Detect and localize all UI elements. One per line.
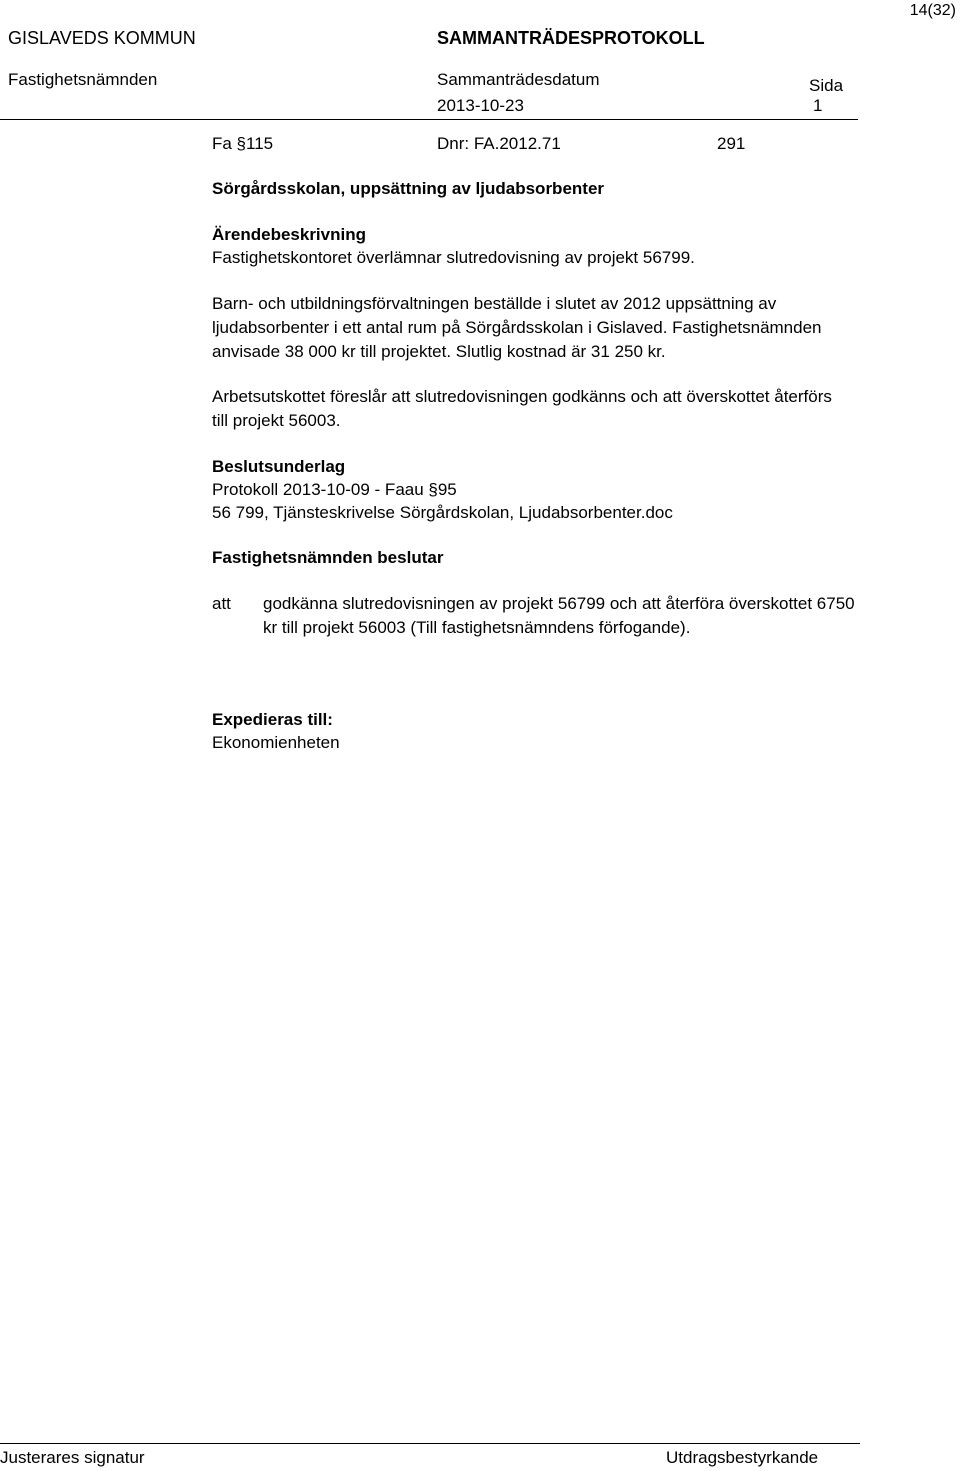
case-number: 291 (717, 134, 746, 153)
header-date-label: Sammanträdesdatum (437, 70, 600, 89)
header-rule (0, 119, 858, 120)
footer-rule (0, 1443, 860, 1444)
description-line: Fastighetskontoret överlämnar slutredovisning av projekt 56799. (212, 248, 695, 267)
decision-heading: Fastighetsnämnden beslutar (212, 548, 444, 567)
case-dnr: Dnr: FA.2012.71 (437, 134, 561, 153)
basis-line-2: 56 799, Tjänsteskrivelse Sörgårdskolan, Ljudabsorbenter.doc (212, 503, 673, 522)
header-page-label: Sida (809, 76, 844, 95)
dispatch-recipient: Ekonomienheten (212, 733, 340, 752)
description-paragraph-3: Arbetsutskottet föreslår att slutredovisningen godkänns och att överskottet återförs till projekt 56003. (212, 387, 832, 430)
header-date-value: 2013-10-23 (437, 96, 524, 115)
decision-row (212, 592, 862, 640)
basis-line-1: Protokoll 2013-10-09 - Faau §95 (212, 480, 457, 499)
case-title: Sörgårdsskolan, uppsättning av ljudabsorbenter (212, 179, 605, 198)
header-page-value: 1 (813, 96, 823, 115)
decision-term: att (212, 594, 231, 613)
page-counter: 14(32) (909, 2, 956, 19)
decision-text: godkänna slutredovisningen av projekt 56799 och att återföra överskottet 6750 kr till projekt 56003 (Till fastighetsnämndens förfogande). (263, 594, 855, 637)
case-paragraph: Fa §115 (212, 134, 274, 153)
description-heading: Ärendebeskrivning (212, 225, 366, 244)
footer-signature-label: Justerares signatur (0, 1448, 145, 1467)
dispatch-heading: Expedieras till: (212, 710, 333, 729)
header-board: Fastighetsnämnden (8, 70, 158, 89)
basis-heading: Beslutsunderlag (212, 457, 346, 476)
footer-certification-label: Utdragsbestyrkande (666, 1448, 819, 1467)
header-org: GISLAVEDS KOMMUN (8, 28, 196, 48)
description-paragraph-2: Barn- och utbildningsförvaltningen beställde i slutet av 2012 uppsättning av ljudabsorbenter i ett antal rum på Sörgårdsskolan i Gislaved. Fastighetsnämnden anvisade 38 000 kr till projektet. Slutlig kostnad är 31 250 kr. (212, 294, 822, 361)
header-doc-type: SAMMANTRÄDESPROTOKOLL (437, 28, 705, 48)
